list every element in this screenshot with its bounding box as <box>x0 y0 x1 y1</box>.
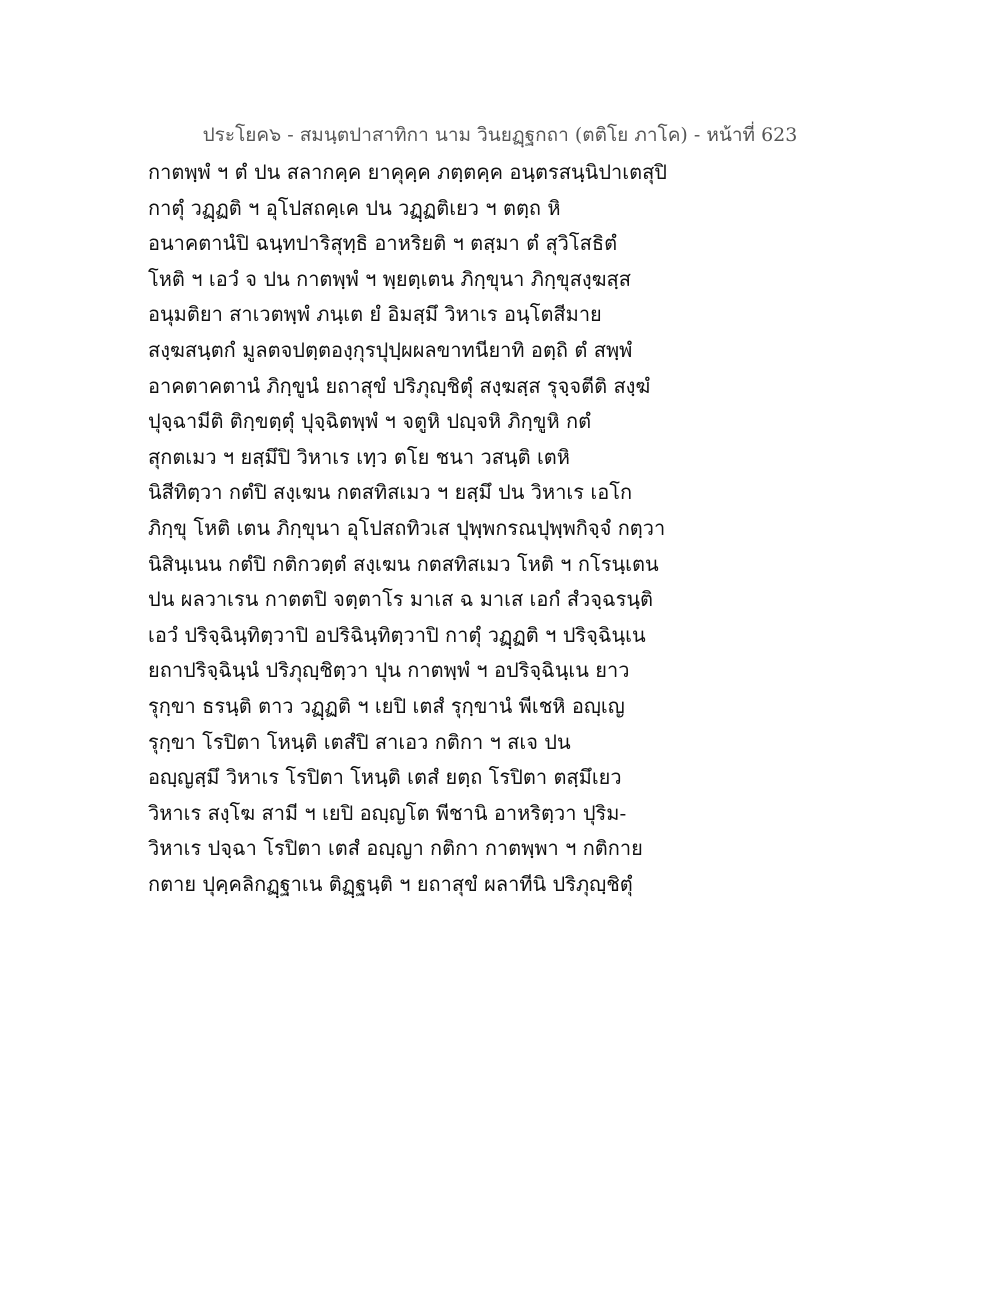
text-line: สงฺฆสนฺตกํ มูลตจปตฺตองฺกุรปุปฺผผลขาทนียาทิ อตฺถิ ตํ สพฺพํ <box>148 337 633 362</box>
text-line: สุกตเมว ฯ ยสฺมึปิ วิหาเร เทฺว ตโย ชนา วสนฺติ เตหิ <box>148 444 570 469</box>
text-line: อาคตาคตานํ ภิกฺขูนํ ยถาสุขํ ปริภุญฺชิตุํ สงฺฆสฺส รุจฺจตีติ สงฺฆํ <box>148 373 651 398</box>
text-line: โหติ ฯ เอวํ จ ปน กาตพฺพํ ฯ พฺยตฺเตน ภิกฺขุนา ภิกฺขุสงฺฆสฺส <box>148 266 631 291</box>
running-header: ประโยค๖ - สมนฺตปาสาทิกา นาม วินยฏฺฐกถา (ตติโย ภาโค) - หน้าที่ 623 <box>202 124 798 146</box>
text-line: อนุมติยา สาเวตพฺพํ ภนฺเต ยํ อิมสฺมึ วิหาเร อนฺโตสีมาย <box>148 302 602 327</box>
text-line: รุกฺขา โรปิตา โหนฺติ เตสํปิ สาเอว กติกา ฯ สเจ ปน <box>148 729 571 754</box>
text-line: ยถาปริจฺฉินฺนํ ปริภุญฺชิตฺวา ปุน กาตพฺพํ ฯ อปริจฺฉินฺเน ยาว <box>148 658 630 683</box>
text-line: อนาคตานํปิ ฉนฺทปาริสุทฺธิ อาหริยติ ฯ ตสฺมา ตํ สุวิโสธิตํ <box>148 231 618 256</box>
text-line: กาตุํ วฏฺฏติ ฯ อุโปสถคฺเค ปน วฏฺฏติเยว ฯ ตตฺถ หิ <box>148 195 561 220</box>
text-line: กตาย ปุคฺคลิกฏฺฐาเน ติฏฺฐนฺติ ฯ ยถาสุขํ ผลาทีนิ ปริภุญฺชิตุํ <box>148 871 633 896</box>
text-line: เอวํ ปริจฺฉินฺทิตฺวาปิ อปริฉินฺทิตฺวาปิ กาตุํ วฏฺฏติ ฯ ปริจฺฉินฺเน <box>148 622 646 647</box>
text-line: วิหาเร สงฺโฆ สามี ฯ เยปิ อญฺญโต พีชานิ อาหริตฺวา ปุริม- <box>148 800 627 825</box>
text-line: วิหาเร ปจฺฉา โรปิตา เตสํ อญฺญา กติกา กาตพฺพา ฯ กติกาย <box>148 836 643 861</box>
body-text <box>148 155 708 902</box>
text-line: นิสินฺเนน กตํปิ กติกวตฺตํ สงฺเฆน กตสทิสเมว โหติ ฯ กโรนฺเตน <box>148 551 659 576</box>
text-line: รุกฺขา ธรนฺติ ตาว วฏฺฏติ ฯ เยปิ เตสํ รุกฺขานํ พีเชหิ อญฺเญ <box>148 693 625 718</box>
text-line: นิสีทิตฺวา กตํปิ สงฺเฆน กตสทิสเมว ฯ ยสฺมึ ปน วิหาเร เอโก <box>148 480 633 505</box>
text-line: กาตพฺพํ ฯ ตํ ปน สลากคฺค ยาคุคฺค ภตฺตคฺค อนฺตรสนฺนิปาเตสุปิ <box>148 160 667 184</box>
text-line: ปุจฺฉามีติ ติกฺขตฺตุํ ปุจฺฉิตพฺพํ ฯ จตูหิ ปญฺจหิ ภิกฺขูหิ กตํ <box>148 409 592 434</box>
text-line: ภิกฺขุ โหติ เตน ภิกฺขุนา อุโปสถทิวเส ปุพฺพกรณปุพฺพกิจฺจํ กตฺวา <box>148 515 666 540</box>
text-line: อญฺญสฺมึ วิหาเร โรปิตา โหนฺติ เตสํ ยตฺถ โรปิตา ตสฺมึเยว <box>148 765 622 790</box>
text-line: ปน ผลวาเรน กาตตปิ จตฺตาโร มาเส ฉ มาเส เอกํ สํวจฺฉรนฺติ <box>148 587 654 612</box>
